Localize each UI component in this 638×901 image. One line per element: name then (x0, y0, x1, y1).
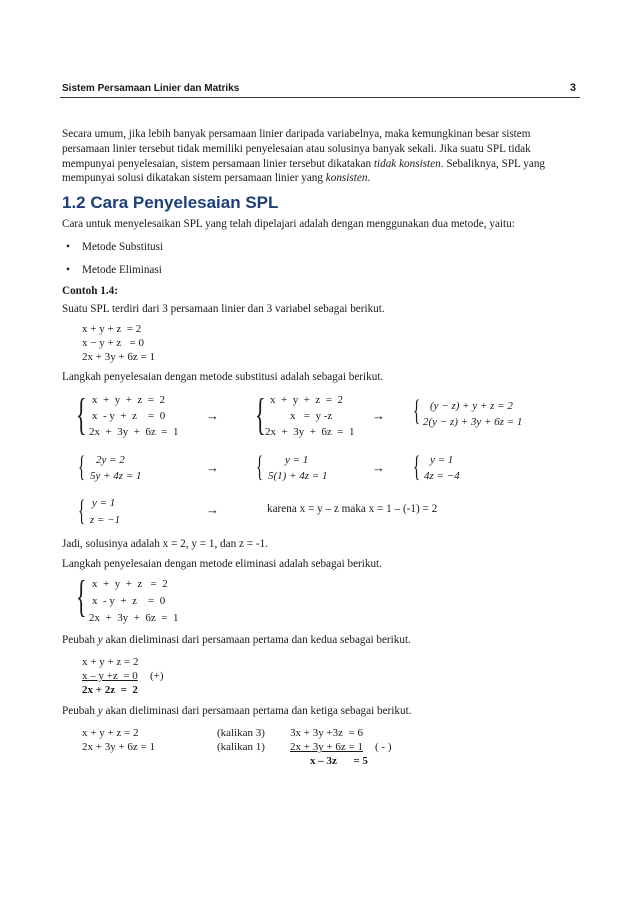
intro-line-4 (62, 171, 580, 186)
subst-step1-eq1: x + y + z = 2 (92, 394, 165, 406)
brace: { (76, 390, 87, 439)
arrow-icon: → (372, 408, 385, 423)
elim2-right-eq1: 3x + 3y +3z = 6 (290, 727, 363, 739)
elim2-left-eq1: x + y + z = 2 (82, 727, 139, 739)
bullet-item-substitusi: Metode Substitusi (82, 241, 164, 253)
subst-step1-eq3: 2x + 3y + 6z = 1 (89, 426, 179, 438)
subst-step2-eq2: x = y -z (290, 410, 333, 422)
peubah-line-2 (62, 705, 411, 717)
intro-line-4-a: mempunyai solusi dikatakan sistem persamaan linier yang (62, 172, 326, 185)
subst-step4-eq1: 2y = 2 (96, 454, 125, 466)
peubah-line-1 (62, 634, 411, 646)
brace: { (255, 390, 266, 439)
subst-step6-eq1: y = 1 (430, 454, 454, 466)
subst-step4-eq2: 5y + 4z = 1 (90, 470, 142, 482)
brace: { (256, 450, 264, 483)
bullet-symbol: • (66, 264, 70, 276)
elim1-operator: (+) (150, 670, 164, 682)
subst-step3-eq1: (y − z) + y + z = 2 (430, 400, 513, 412)
elim2-result: x – 3z = 5 (310, 755, 368, 767)
example-label: Contoh 1.4: (62, 285, 118, 297)
header-rule (60, 97, 580, 98)
arrow-icon: → (206, 408, 219, 423)
subst-step2-eq3: 2x + 3y + 6z = 1 (265, 426, 355, 438)
elim-system-eq3: 2x + 3y + 6z = 1 (89, 612, 179, 624)
arrow-icon: → (372, 460, 385, 475)
page-number: 3 (569, 82, 576, 94)
peubah-2-var: y (97, 705, 103, 717)
elim2-left-eq2: 2x + 3y + 6z = 1 (82, 741, 155, 753)
system-equation-2: x − y + z = 0 (82, 337, 144, 349)
peubah-2-a: Peubah (62, 705, 98, 717)
subst-step7-eq2: z = −1 (90, 514, 121, 526)
subst-step5-eq2: 5(1) + 4z = 1 (268, 470, 328, 482)
term-konsisten: konsisten (325, 172, 368, 185)
brace: { (78, 494, 86, 527)
peubah-1-a: Peubah (62, 634, 98, 646)
term-tidak-konsisten: tidak konsisten (373, 157, 441, 170)
arrow-icon: → (206, 502, 219, 517)
elim2-mult-2: (kalikan 1) (217, 741, 265, 753)
bullet-symbol: • (66, 241, 70, 253)
intro-line-2: persamaan linier tersebut tidak memiliki penyelesaian atau solusinya banyak sekali. Jika suatu SPL tidak (62, 142, 531, 155)
brace: { (413, 394, 421, 427)
subst-step7-eq1: y = 1 (92, 497, 116, 509)
subst-step1-eq2: x - y + z = 0 (92, 410, 166, 422)
subst-step5-eq1: y = 1 (285, 454, 309, 466)
subst-step3-eq2: 2(y − z) + 3y + 6z = 1 (423, 416, 523, 428)
intro-paragraph (62, 127, 580, 186)
bullet-item-eliminasi: Metode Eliminasi (82, 264, 162, 276)
intro-line-3 (62, 157, 580, 172)
peubah-1-var: y (97, 634, 103, 646)
peubah-2-b: akan dieliminasi dari persamaan pertama dan ketiga sebagai berikut. (102, 705, 412, 717)
peubah-1-b: akan dieliminasi dari persamaan pertama dan kedua sebagai berikut. (102, 634, 411, 646)
elim1-eq1: x + y + z = 2 (82, 656, 139, 668)
brace: { (413, 450, 421, 483)
brace: { (78, 450, 86, 483)
elim1-result: 2x + 2z = 2 (82, 684, 138, 696)
subst-step2-eq1: x + y + z = 2 (270, 394, 343, 406)
elimination-intro: Langkah penyelesaian dengan metode eliminasi adalah sebagai berikut. (62, 558, 382, 570)
elim2-operator: ( - ) (375, 741, 392, 753)
solution-statement: Jadi, solusinya adalah x = 2, y = 1, dan z = -1. (62, 538, 268, 550)
section-intro: Cara untuk menyelesaikan SPL yang telah dipelajari adalah dengan menggunakan dua metode, yaitu: (62, 218, 515, 230)
running-header-title: Sistem Persamaan Linier dan Matriks (62, 83, 240, 94)
section-title: 1.2 Cara Penyelesaian SPL (62, 193, 279, 212)
intro-line-4-b: . (367, 172, 371, 185)
elim2-mult-1: (kalikan 3) (217, 727, 265, 739)
intro-line-3-a: mempunyai penyelesaian, sistem persamaan linier tersebut dikatakan (62, 157, 374, 170)
substitution-intro: Langkah penyelesaian dengan metode substitusi adalah sebagai berikut. (62, 371, 384, 383)
elim-system-eq1: x + y + z = 2 (92, 578, 168, 590)
system-equation-3: 2x + 3y + 6z = 1 (82, 351, 155, 363)
arrow-icon: → (206, 460, 219, 475)
elim1-eq2: x – y +z = 0 (82, 670, 138, 682)
example-statement: Suatu SPL terdiri dari 3 persamaan linier dan 3 variabel sebagai berikut. (62, 303, 385, 315)
intro-line-3-b: . Sebaliknya, SPL yang (440, 157, 546, 170)
intro-line-1: Secara umum, jika lebih banyak persamaan linier daripada variabelnya, maka kemungkinan besar sistem (62, 128, 531, 140)
elim2-right-eq2: 2x + 3y + 6z = 1 (290, 741, 363, 753)
subst-step6-eq2: 4z = −4 (424, 470, 460, 482)
brace: { (76, 572, 87, 621)
system-equation-1: x + y + z = 2 (82, 323, 142, 335)
elim-system-eq2: x - y + z = 0 (92, 595, 166, 607)
subst-step7-note: karena x = y – z maka x = 1 – (-1) = 2 (267, 503, 438, 515)
